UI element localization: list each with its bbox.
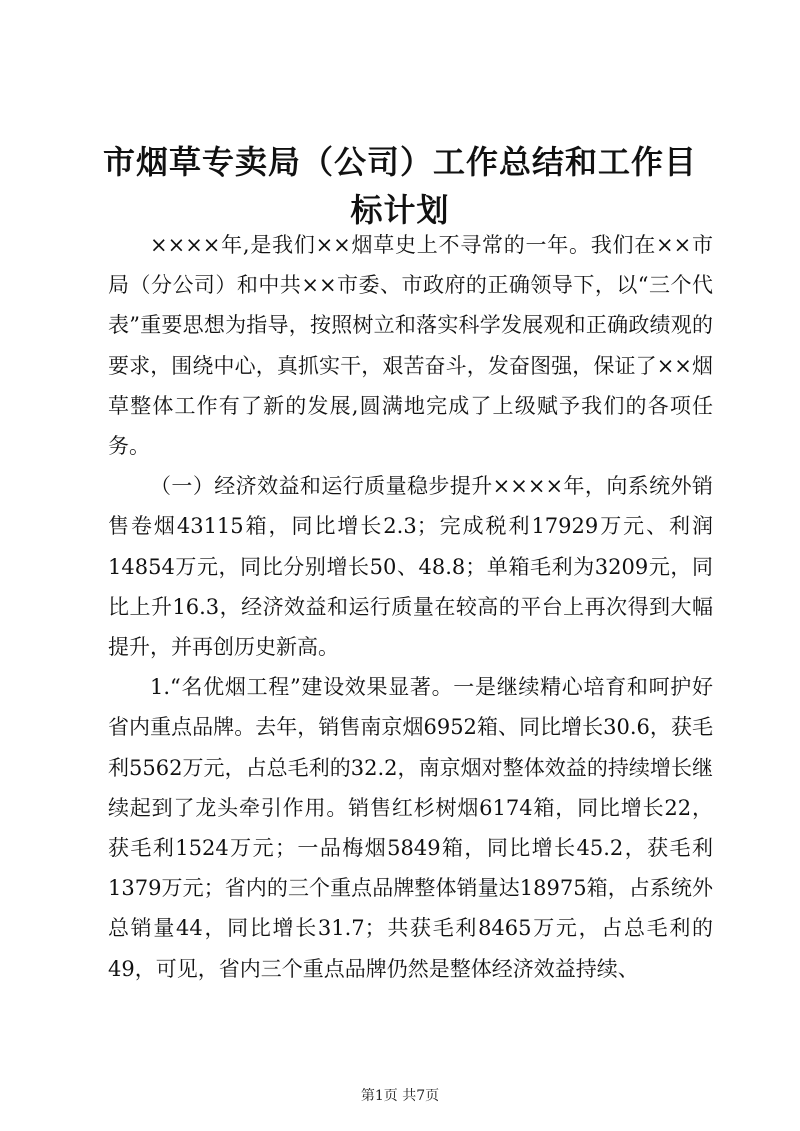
paragraph-intro: ××××年,是我们××烟草史上不寻常的一年。我们在××市局（分公司）和中共××市委、市政府的正确领导下，以“三个代表”重要思想为指导，按照树立和落实科学发展观和正确政绩观的要求，围绕中心，真抓实干，艰苦奋斗，发奋图强，保证了××烟草整体工作有了新的发展,圆满地完成了上级赋予我们的各项任务。 bbox=[108, 233, 713, 459]
page-footer: 第1页 共7页 bbox=[360, 1088, 440, 1104]
paragraph-item-1: 1.“名优烟工程”建设效果显著。一是继续精心培育和呵护好省内重点品牌。去年，销售南京烟6952箱、同比增长30.6，获毛利5562万元，占总毛利的32.2，南京烟对整体效益的持续增长继续起到了龙头牵引作用。销售红杉树烟6174箱，同比增长22，获毛利1524万元；一品梅烟5849箱，同比增长45.2，获毛利1379万元；省内的三个重点品牌整体销量达18975箱，占系统外总销量44，同比增长31.7；共获毛利8465万元，占总毛利的49，可见，省内三个重点品牌仍然是整体经济效益持续、 bbox=[108, 675, 713, 981]
paragraph-section-1: （一）经济效益和运行质量稳步提升××××年，向系统外销售卷烟43115箱，同比增长2.3；完成税利17929万元、利润14854万元，同比分别增长50、48.8；单箱毛利为3209元，同比上升16.3，经济效益和运行质量在较高的平台上再次得到大幅提升，并再创历史新高。 bbox=[108, 474, 713, 660]
document-body bbox=[108, 225, 713, 989]
document-title: 市烟草专卖局（公司）工作总结和工作目标计划 bbox=[102, 143, 697, 229]
